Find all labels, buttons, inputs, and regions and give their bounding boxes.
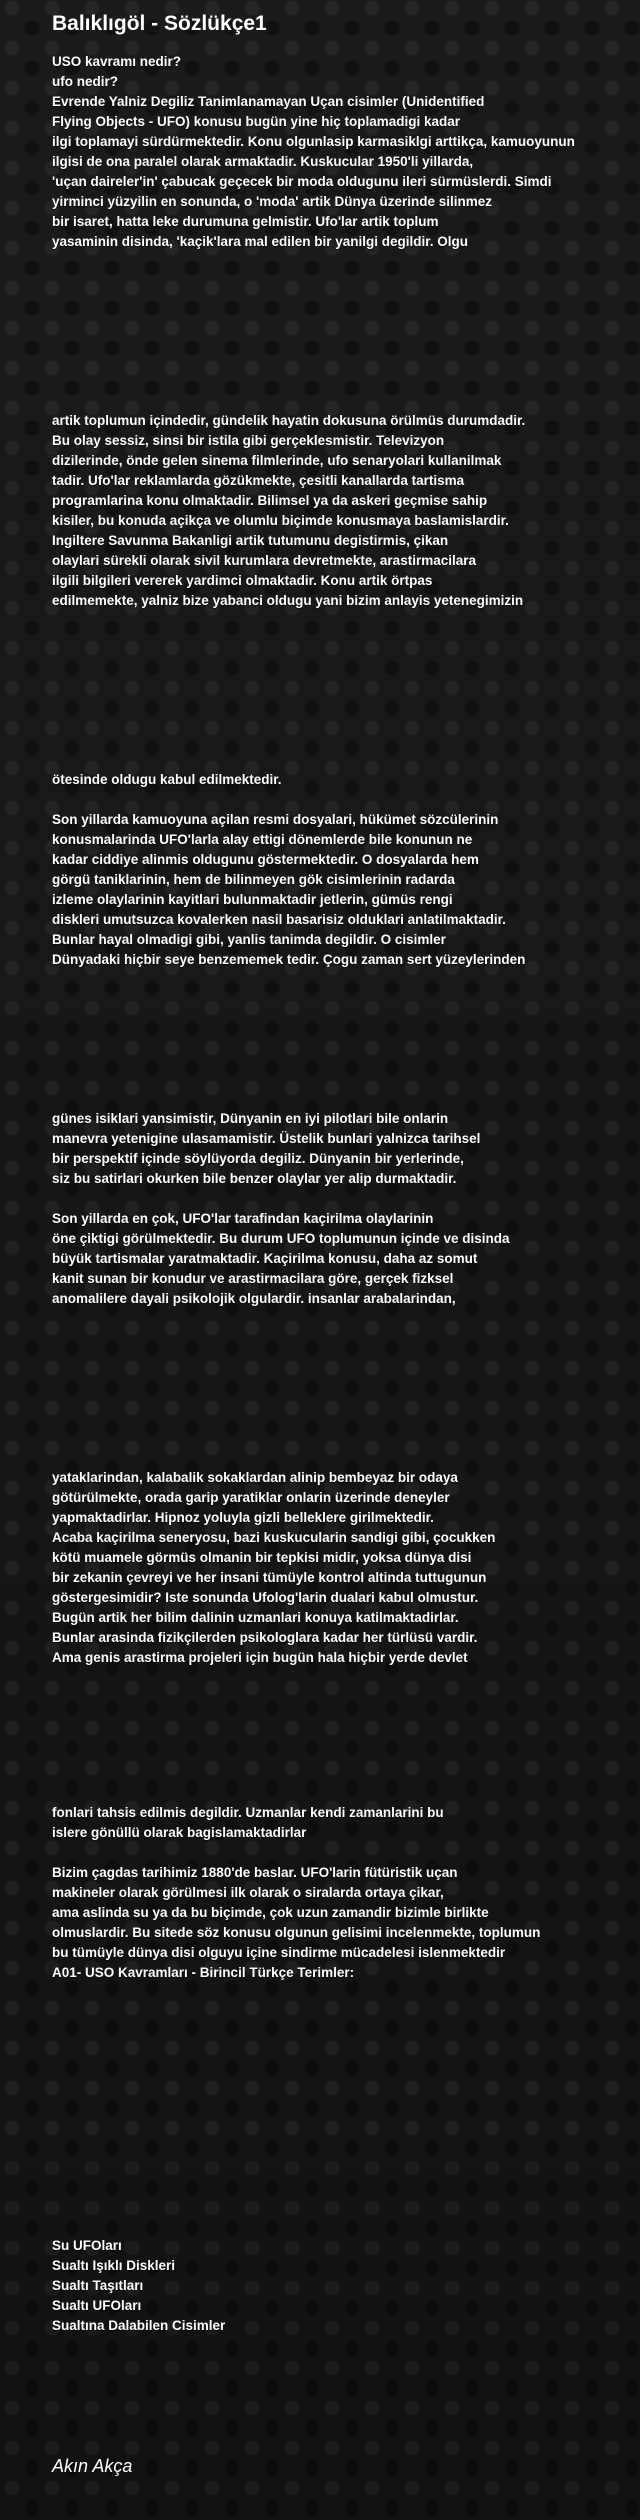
poem-line: Ingiltere Savunma Bakanligi artik tutumunu degistirmis, çikan [52, 533, 449, 548]
poem-line [52, 1189, 510, 1209]
poem-line: yapmaktadirlar. Hipnoz yoluyla gizli belleklere girilmektedir. [52, 1510, 434, 1525]
poem-line: makineler olarak görülmesi ilk olarak o siralarda ortaya çikar, [52, 1885, 444, 1900]
poem-line: dizilerinde, önde gelen sinema filmlerinde, ufo senaryolari kullanilmak [52, 453, 502, 468]
poem-line: Bu olay sessiz, sinsi bir istila gibi gerçeklesmistir. Televizyon [52, 433, 445, 448]
poem-line: Bunlar arasinda fizikçilerden psikologlara kadar her türlüsü vardir. [52, 1630, 478, 1645]
poem-stanza-1 [52, 52, 575, 252]
poem-line: Son yillarda kamuoyuna açilan resmi dosyalari, hükümet sözcülerinin [52, 812, 499, 827]
poem-line: büyük tartismalar yaratmaktadir. Kaçirilma konusu, daha az somut [52, 1251, 478, 1266]
poem-line: Sualtı UFOları [52, 2298, 142, 2313]
poem-line: yataklarindan, kalabalik sokaklardan alinip bembeyaz bir odaya [52, 1470, 458, 1485]
poem-line: A01- USO Kavramları - Birincil Türkçe Terimler: [52, 1965, 355, 1980]
poem-line: ufo nedir? [52, 74, 118, 89]
poem-line: programlarina konu olmaktadir. Bilimsel ya da askeri geçmise sahip [52, 493, 488, 508]
poem-line: kanit sunan bir konudur ve arastirmacilara göre, gerçek fizksel [52, 1271, 454, 1286]
poem-stanza-2 [52, 411, 525, 611]
poem-line: Bunlar hayal olmadigi gibi, yanlis tanimda degildir. O cisimler [52, 932, 446, 947]
poem-line: yasaminin disinda, 'kaçik'lara mal edilen bir yanilgi degildir. Olgu [52, 234, 469, 249]
poem-line: Bugün artik her bilim dalinin uzmanlari konuya katilmaktadirlar. [52, 1610, 459, 1625]
poem-line: bir zekanin çevreyi ve her insani tümüyle kontrol altinda tuttugunun [52, 1570, 487, 1585]
poem-line: Acaba kaçirilma seneryosu, bazi kuskucularin sandigi gibi, çocukken [52, 1530, 496, 1545]
poem-line: göstergesimidir? Iste sonunda Ufolog'larin dualari kabul olmustur. [52, 1590, 479, 1605]
poem-line: kadar ciddiye alinmis oldugunu göstermektedir. O dosyalarda hem [52, 852, 479, 867]
poem-line: olmuslardir. Bu sitede söz konusu olgunun gelisimi incelenmekte, toplumun [52, 1925, 541, 1940]
poem-line: kisiler, bu konuda açikça ve olumlu biçimde konusmaya baslamislardir. [52, 513, 509, 528]
poem-line: fonlari tahsis edilmis degildir. Uzmanlar kendi zamanlarini bu [52, 1805, 444, 1820]
poem-stanza-3 [52, 770, 525, 970]
poem-line: bir perspektif içinde söylüyorda degiliz. Dünyanin bir yerlerinde, [52, 1151, 464, 1166]
poem-line: günes isiklari yansimistir, Dünyanin en iyi pilotlari bile onlarin [52, 1111, 449, 1126]
poem-line: izleme olaylarinin kayitlari bulunmaktadir jetlerin, gümüs rengi [52, 892, 453, 907]
poem-line: 'uçan daireler'in' çabucak geçecek bir moda oldugunu ileri sürmüslerdi. Simdi [52, 174, 552, 189]
poem-stanza-4 [52, 1109, 510, 1309]
poem-line: öne çiktigi görülmektedir. Bu durum UFO toplumunun içinde ve disinda [52, 1231, 510, 1246]
poem-line: yirminci yüzyilin en sonunda, o 'moda' artik Dünya üzerinde silinmez [52, 194, 493, 209]
poem-line: götürülmekte, orada garip yaratiklar onlarin üzerinde deneyler [52, 1490, 450, 1505]
poem-line: ama aslinda su ya da bu biçimde, çok uzun zamandir bizimle birlikte [52, 1905, 489, 1920]
poem-line: edilmemekte, yalniz bize yabanci oldugu yani bizim anlayis yetenegimizin [52, 593, 524, 608]
poem-line: Sualtı Işıklı Diskleri [52, 2258, 176, 2273]
poem-line [52, 790, 525, 810]
poem-title: Balıklıgöl - Sözlükçe1 [52, 12, 267, 35]
poem-line [52, 1843, 540, 1863]
poem-line: islere gönüllü olarak bagislamaktadirlar [52, 1825, 307, 1840]
poem-line: anomalilere dayali psikolojik olgulardir. insanlar arabalarindan, [52, 1291, 456, 1306]
poem-line: tadir. Ufo'lar reklamlarda gözükmekte, çesitli kanallarda tartisma [52, 473, 465, 488]
poem-line: ilgi toplamayi sürdürmektedir. Konu olgunlasip karmasiklgi arttikça, kamuoyunun [52, 134, 575, 149]
poem-line: manevra yetenigine ulasamamistir. Üstelik bunlari yalnizca tarihsel [52, 1131, 481, 1146]
poem-line: Bizim çagdas tarihimiz 1880'de baslar. UFO'larin fütüristik uçan [52, 1865, 458, 1880]
poem-stanza-7 [52, 2236, 225, 2336]
poem-line: Sualtına Dalabilen Cisimler [52, 2318, 226, 2333]
poem-line: ilgisi de ona paralel olarak armaktadir. Kuskucular 1950'li yillarda, [52, 154, 474, 169]
poem-line: bir isaret, hatta leke durumuna gelmistir. Ufo'lar artik toplum [52, 214, 439, 229]
poem-line: Flying Objects - UFO) konusu bugün yine hiç toplamadigi kadar [52, 114, 461, 129]
poem-line: ilgili bilgileri vererek yardimci olmaktadir. Konu artik örtpas [52, 573, 433, 588]
poem-line: Son yillarda en çok, UFO'lar tarafindan kaçirilma olaylarinin [52, 1211, 434, 1226]
poem-line: siz bu satirlari okurken bile benzer olaylar yer alip durmaktadir. [52, 1171, 457, 1186]
poem-line: ötesinde oldugu kabul edilmektedir. [52, 772, 282, 787]
poem-stanza-6 [52, 1803, 540, 1983]
poem-line: konusmalarinda UFO'larla alay ettigi dönemlerde bile konunun ne [52, 832, 473, 847]
poem-line: artik toplumun içindedir, gündelik hayatin dokusuna örülmüs durumdadir. [52, 413, 526, 428]
poem-line: Su UFOları [52, 2238, 122, 2253]
poem-line: kötü muamele görmüs olmanin bir tepkisi midir, yoksa dünya disi [52, 1550, 472, 1565]
poem-author: Akın Akça [52, 2456, 133, 2476]
poem-line: Dünyadaki hiçbir seye benzememek tedir. Çogu zaman sert yüzeylerinden [52, 952, 526, 967]
poem-line: olaylari sürekli olarak sivil kurumlara devretmekte, arastirmacilara [52, 553, 476, 568]
poem-line: Ama genis arastirma projeleri için bugün hala hiçbir yerde devlet [52, 1650, 468, 1665]
poem-line: Sualtı Taşıtları [52, 2278, 144, 2293]
poem-stanza-5 [52, 1468, 495, 1668]
poem-line: Evrende Yalniz Degiliz Tanimlanamayan Uçan cisimler (Unidentified [52, 94, 485, 109]
poem-line: görgü taniklarinin, hem de bilinmeyen gök cisimlerinin radarda [52, 872, 455, 887]
poem-line: bu tümüyle dünya disi olguyu içine sindirme mücadelesi islenmektedir [52, 1945, 506, 1960]
poem-line: USO kavramı nedir? [52, 54, 182, 69]
poem-line: diskleri umutsuzca kovalerken nasil basarisiz olduklari anlatilmaktadir. [52, 912, 506, 927]
